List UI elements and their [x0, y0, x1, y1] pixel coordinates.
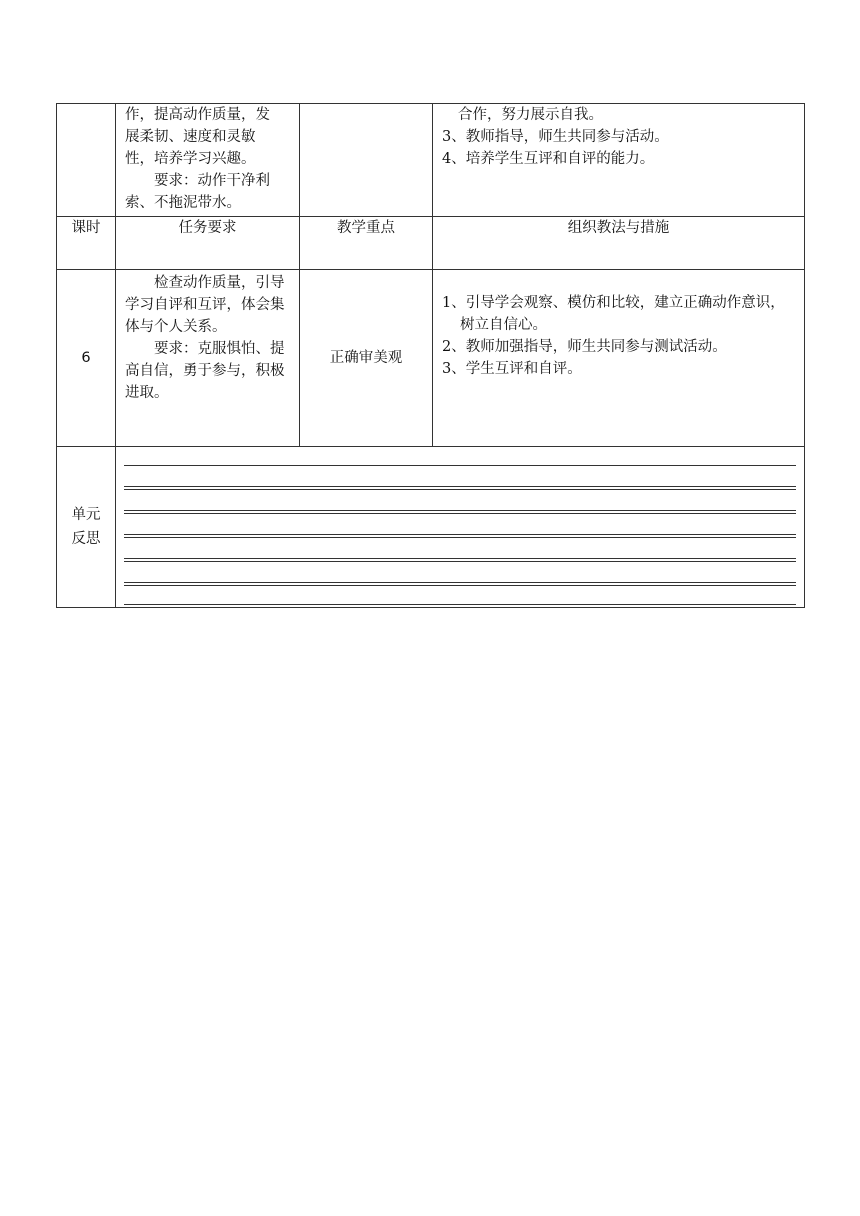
writing-line	[124, 534, 796, 538]
lesson-focus: 正确审美观	[300, 270, 433, 447]
continued-lesson-cell	[57, 104, 116, 217]
method-item: 2、教师加强指导，师生共同参与测试活动。	[442, 339, 727, 355]
writing-line	[124, 604, 796, 605]
continued-focus-cell	[300, 104, 433, 217]
method-line: 4、培养学生互评和自评的能力。	[442, 151, 655, 167]
writing-lines	[124, 465, 796, 605]
writing-line	[124, 582, 796, 586]
header-methods: 组织教法与措施	[433, 217, 805, 270]
lesson-row	[57, 270, 805, 447]
lesson-number: 6	[57, 270, 116, 447]
task-line: 要求：动作干净利	[154, 173, 270, 189]
writing-line	[124, 510, 796, 514]
reflection-writing-area[interactable]	[116, 447, 805, 608]
writing-line	[124, 465, 796, 466]
task-paragraph: 检查动作质量，引导学习自评和互评，体会集体与个人关系。	[125, 275, 285, 335]
method-line: 3、教师指导，师生共同参与活动。	[442, 129, 669, 145]
lesson-task-cell	[116, 270, 300, 447]
continued-task-cell	[116, 104, 300, 217]
method-item: 3、学生互评和自评。	[442, 361, 582, 377]
continued-row	[57, 104, 805, 217]
header-task: 任务要求	[116, 217, 300, 270]
task-line: 展柔韧、速度和灵敏	[125, 129, 256, 145]
header-row	[57, 217, 805, 270]
task-line: 索、不拖泥带水。	[125, 195, 241, 211]
task-line: 性，培养学习兴趣。	[125, 151, 256, 167]
reflection-label-line: 反思	[71, 531, 101, 547]
method-item: 1、引导学会观察、模仿和比较，建立正确动作意识，树立自信心。	[442, 295, 785, 333]
reflection-row	[57, 447, 805, 608]
task-paragraph: 要求：克服惧怕、提高自信，勇于参与，积极进取。	[125, 341, 285, 401]
reflection-label	[57, 447, 116, 608]
continued-methods-cell	[433, 104, 805, 217]
lesson-methods-cell	[433, 270, 805, 447]
lesson-plan-table	[56, 103, 805, 608]
method-line: 合作，努力展示自我。	[458, 107, 603, 123]
header-lesson: 课时	[57, 217, 116, 270]
reflection-label-line: 单元	[71, 507, 101, 523]
writing-line	[124, 486, 796, 490]
task-line: 作，提高动作质量，发	[125, 107, 270, 123]
writing-line	[124, 558, 796, 562]
header-focus: 教学重点	[300, 217, 433, 270]
